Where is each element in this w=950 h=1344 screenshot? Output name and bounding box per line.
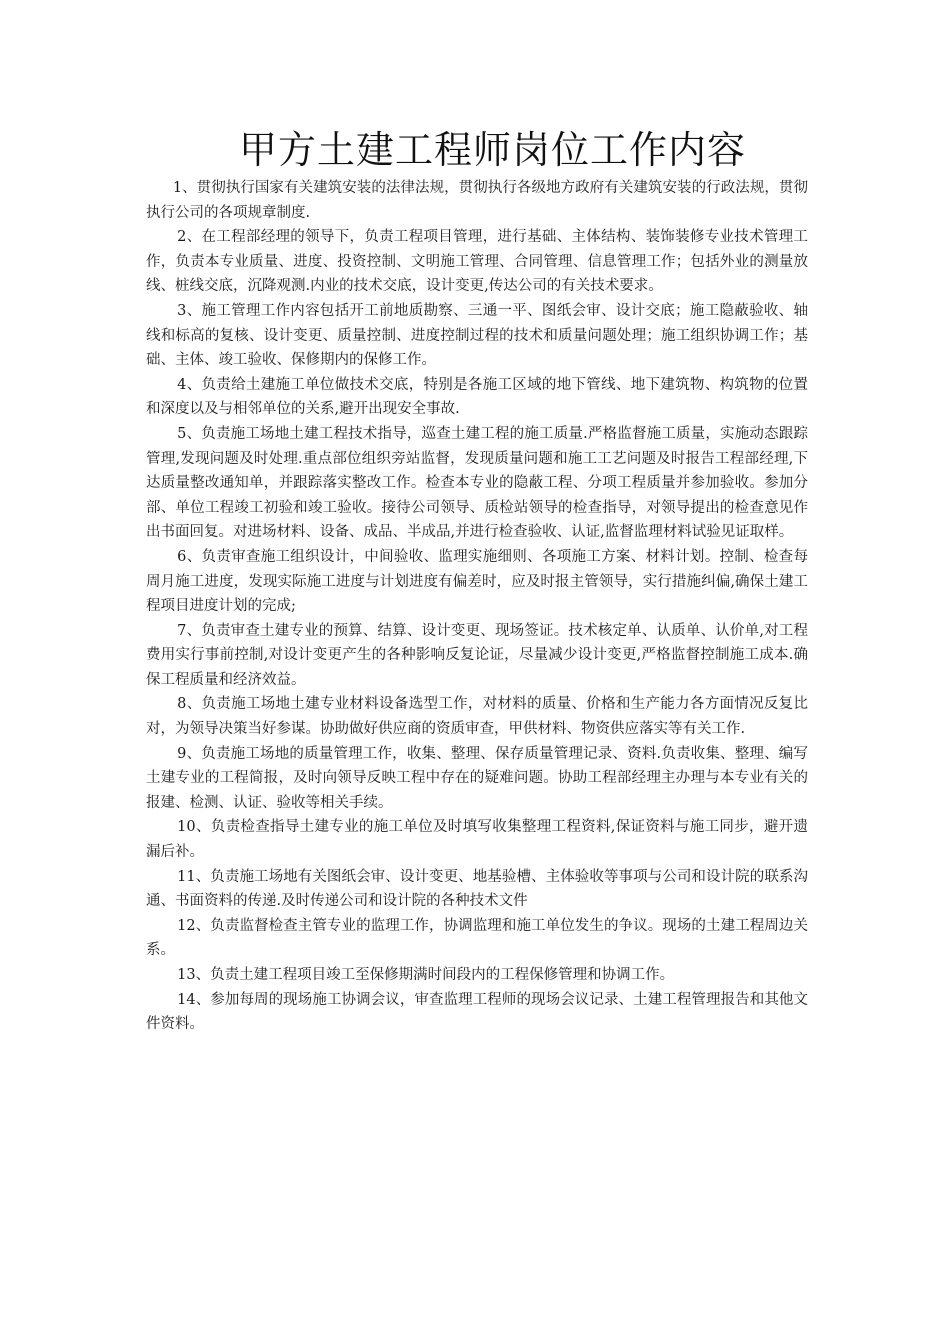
paragraph-7: 7、负责审查土建专业的预算、结算、设计变更、现场签证。技术核定单、认质单、认价单,对工程费用实行事前控制,对设计变更产生的各种影响反复论证，尽量减少设计变更,严格监督控制施工成本.确保工程质量和经济效益。: [146, 622, 808, 688]
document-title: 甲方土建工程师岗位工作内容: [238, 128, 746, 172]
paragraph-4: 4、负责给土建施工单位做技术交底，特别是各施工区域的地下管线、地下建筑物、构筑物的位置和深度以及与相邻单位的关系,避开出现安全事故.: [146, 376, 808, 418]
paragraph-10: 10、负责检查指导土建专业的施工单位及时填写收集整理工程资料,保证资料与施工同步，避开遗漏后补。: [146, 819, 808, 861]
paragraph-9: 9、负责施工场地的质量管理工作，收集、整理、保存质量管理记录、资料.负责收集、整理、编写土建专业的工程简报，及时向领导反映工程中存在的疑难问题。协助工程部经理主办理与本专业有关的报建、检测、认证、验收等相关手续。: [146, 745, 808, 811]
paragraph-6: 6、负责审查施工组织设计，中间验收、监理实施细则、各项施工方案、材料计划。控制、检查每周月施工进度，发现实际施工进度与计划进度有偏差时，应及时报主管领导，实行措施纠偏,确保土建工程项目进度计划的完成;: [146, 548, 808, 615]
paragraph-13: 13、负责土建工程项目竣工至保修期满时间段内的工程保修管理和协调工作。: [177, 967, 675, 983]
paragraph-2: 2、在工程部经理的领导下，负责工程项目管理，进行基础、主体结构、装饰装修专业技术管理工作，负责本专业质量、进度、投资控制、文明施工管理、合同管理、信息管理工作；包括外业的测量放线、桩线交底，沉降观测.内业的技术交底，设计变更,传达公司的有关技术要求。: [146, 229, 808, 295]
paragraph-1: 1、贯彻执行国家有关建筑安装的法律法规，贯彻执行各级地方政府有关建筑安装的行政法规，贯彻执行公司的各项规章制度.: [146, 180, 808, 221]
paragraph-14: 14、参加每周的现场施工协调会议，审查监理工程师的现场会议记录、土建工程管理报告和其他文件资料。: [146, 991, 808, 1033]
paragraph-11: 11、负责施工场地有关图纸会审、设计变更、地基验槽、主体验收等事项与公司和设计院的联系沟通、书面资料的传递.及时传递公司和设计院的各种技术文件: [146, 868, 808, 910]
paragraph-12: 12、负责监督检查主管专业的监理工作，协调监理和施工单位发生的争议。现场的土建工程周边关系。: [146, 917, 808, 959]
paragraph-8: 8、负责施工场地土建专业材料设备选型工作，对材料的质量、价格和生产能力各方面情况反复比对，为领导决策当好参谋。协助做好供应商的资质审查，甲供材料、物资供应落实等有关工作.: [146, 696, 808, 738]
paragraph-3: 3、施工管理工作内容包括开工前地质勘察、三通一平、图纸会审、设计交底；施工隐蔽验收、轴线和标高的复核、设计变更、质量控制、进度控制过程的技术和质量问题处理；施工组织协调工作；基础、主体、竣工验收、保修期内的保修工作。: [146, 302, 808, 369]
document-body: [146, 176, 808, 1037]
paragraph-5: 5、负责施工场地土建工程技术指导，巡查土建工程的施工质量.严格监督施工质量，实施动态跟踪管理,发现问题及时处理.重点部位组织旁站监督，发现质量问题和施工工艺问题及时报告工程部经理,下达质量整改通知单，并跟踪落实整改工作。检查本专业的隐蔽工程、分项工程质量并参加验收。参加分部、单位工程竣工初验和竣工验收。接待公司领导、质检站领导的检查指导，对领导提出的检查意见作出书面回复。对进场材料、设备、成品、半成品,并进行检查验收、认证,监督监理材料试验见证取样。: [146, 425, 808, 541]
